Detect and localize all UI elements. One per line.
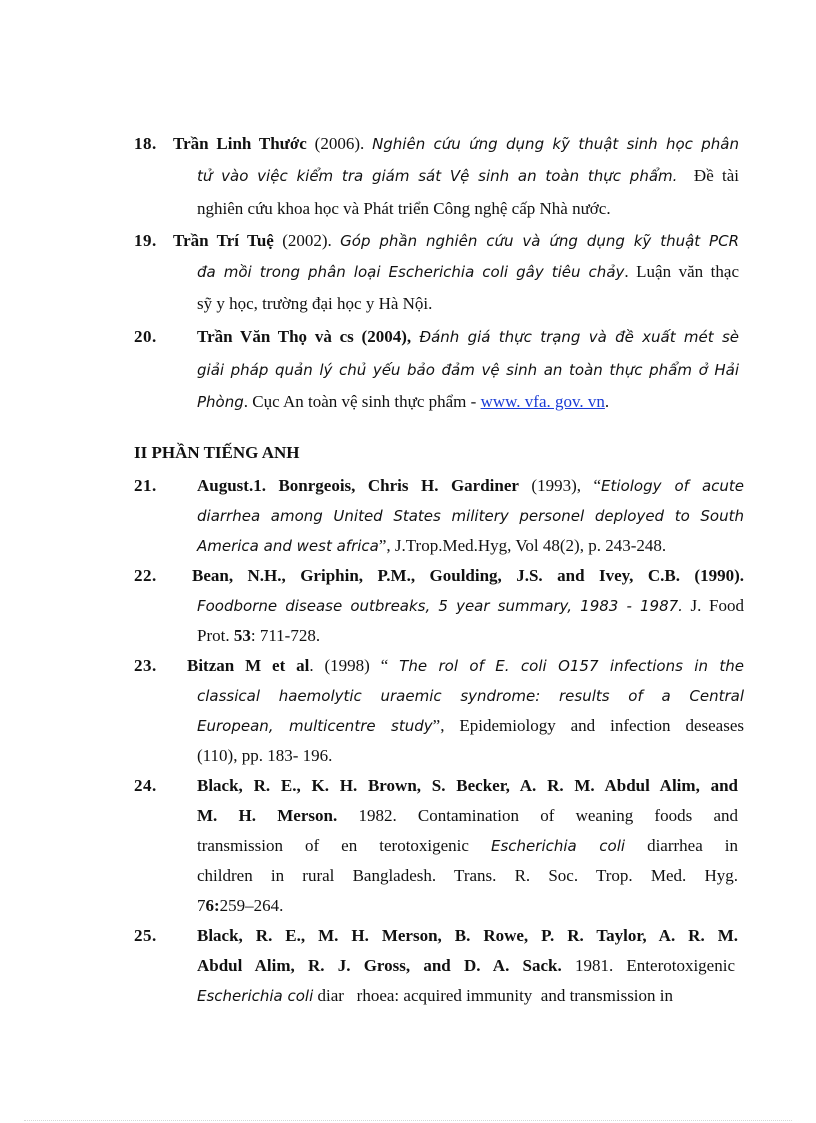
reference-text: European, multicentre study [197,717,433,735]
reference-text: children in rural Bangladesh. Trans. R. Soc. Trop. Med. Hyg. [197,866,738,885]
reference-line [197,501,744,531]
reference-number: 20. [134,327,157,346]
reference-text: Trần Trí Tuệ [173,231,274,250]
reference-line [197,771,738,801]
reference-line [197,387,609,417]
reference-line [197,591,744,621]
reference-text: Phòng [197,393,244,411]
reference-line [197,951,735,981]
reference-text: Foodborne disease outbreaks, 5 year summary, 1983 - 1987. [197,597,683,615]
reference-line [197,289,432,319]
reference-line [173,129,739,159]
reference-text: tử vào việc kiểm tra giám sát Vệ sinh an toàn thực phẩm. [197,167,678,185]
reference-text: ”, J.Trop.Med.Hyg, Vol 48(2), p. 243-248. [378,536,667,555]
section-heading: II PHẦN TIẾNG ANH [134,443,300,462]
reference-line [197,257,739,287]
reference-text: 53 [233,626,251,645]
reference-text: . Luận văn thạc [624,262,739,281]
reference-text: đa mồi trong phân loại Escherichia coli gây tiêu chảy [197,263,625,281]
reference-text: Trần Văn Thọ và cs (2004), [197,327,412,346]
reference-line [197,831,738,861]
reference-line [197,921,738,951]
reference-line [197,161,739,191]
reference-line [197,741,332,771]
reference-text: Abdul Alim, R. J. Gross, and D. A. Sack. [197,956,562,975]
reference-text: Escherichia coli [197,987,314,1005]
reference-text: 1982. Contamination of weaning foods and [337,806,738,825]
reference-number: 19. [134,231,157,250]
reference-line [173,226,739,256]
reference-number: 22. [134,566,157,585]
reference-line [197,801,738,831]
reference-text: Đề tài [677,166,739,185]
reference-line [197,194,611,224]
reference-text: Trần Linh Thước [173,134,307,153]
reference-text: August.1. Bonrgeois, Chris H. Gardiner [197,476,519,495]
reference-text: America and west africa [197,537,379,555]
reference-number: 25. [134,926,157,945]
reference-text: ”, Epidemiology and infection deseases [432,716,744,735]
reference-text: M. H. Merson. [197,806,338,825]
reference-text: . Cục An toàn vệ sinh thực phẩm - [243,392,481,411]
reference-text: 259–264. [219,896,284,915]
reference-text: Bitzan M et al [187,656,310,675]
reference-text: 6: [205,896,220,915]
reference-text: : 711-728. [250,626,321,645]
reference-number: 21. [134,476,157,495]
reference-text: classical haemolytic uraemic syndrome: results of a Central [197,687,744,705]
reference-text: 7 [197,896,206,915]
reference-text: diarrhea among United States militery personel deployed to South [197,507,744,525]
reference-text: Escherichia coli [491,837,626,855]
reference-line [197,322,739,352]
reference-text: The rol of E. coli O157 infections in the [399,657,745,675]
reference-text: Góp phần nghiên cứu và ứng dụng kỹ thuật PCR [340,232,739,250]
reference-text: sỹ y học, trường đại học y Hà Nội. [197,294,433,313]
reference-text: diar rhoea: acquired immunity and transmission in [313,986,674,1005]
reference-text: Etiology of acute [601,477,745,495]
reference-text: transmission of en terotoxigenic [197,836,491,855]
reference-text: diarrhea in [625,836,739,855]
reference-text: Nghiên cứu ứng dụng kỹ thuật sinh học phân [372,135,739,153]
reference-line [197,681,744,711]
reference-text: . (1998) “ [309,656,400,675]
reference-number: 18. [134,134,157,153]
reference-text: . [604,392,610,411]
reference-text: Đánh giá thực trạng và đề xuất mét sè [411,328,739,346]
reference-text: 1981. Enterotoxigenic [561,956,735,975]
reference-line [197,711,744,741]
reference-text: (1993), “ [518,476,602,495]
reference-text: Bean, N.H., Griphin, P.M., Goulding, J.S. and Ivey, C.B. (1990). [192,566,744,585]
reference-text: J. Food [682,596,744,615]
reference-text: Prot. [197,626,234,645]
reference-text: Black, R. E., K. H. Brown, S. Becker, A. R. M. Abdul Alim, and [197,776,738,795]
reference-line [192,561,744,591]
reference-line [197,861,738,891]
reference-text: nghiên cứu khoa học và Phát triển Công nghệ cấp Nhà nước. [197,199,611,218]
reference-text: Black, R. E., M. H. Merson, B. Rowe, P. R. Taylor, A. R. M. [197,926,738,945]
reference-text: (110), pp. 183- 196. [197,746,333,765]
reference-line [197,355,739,385]
reference-number: 23. [134,656,157,675]
reference-line [187,651,744,681]
reference-line [197,891,283,921]
reference-text: (2006). [306,134,373,153]
reference-link[interactable]: www. vfa. gov. vn [480,392,605,411]
reference-text: (2002). [273,231,341,250]
page-bottom-rule [24,1120,792,1121]
reference-line [197,621,320,651]
reference-text: giải pháp quản lý chủ yếu bảo đảm vệ sinh an toàn thực phẩm ở Hải [197,361,739,379]
reference-line [197,981,673,1011]
reference-line [197,531,666,561]
reference-line [197,471,744,501]
reference-number: 24. [134,776,157,795]
